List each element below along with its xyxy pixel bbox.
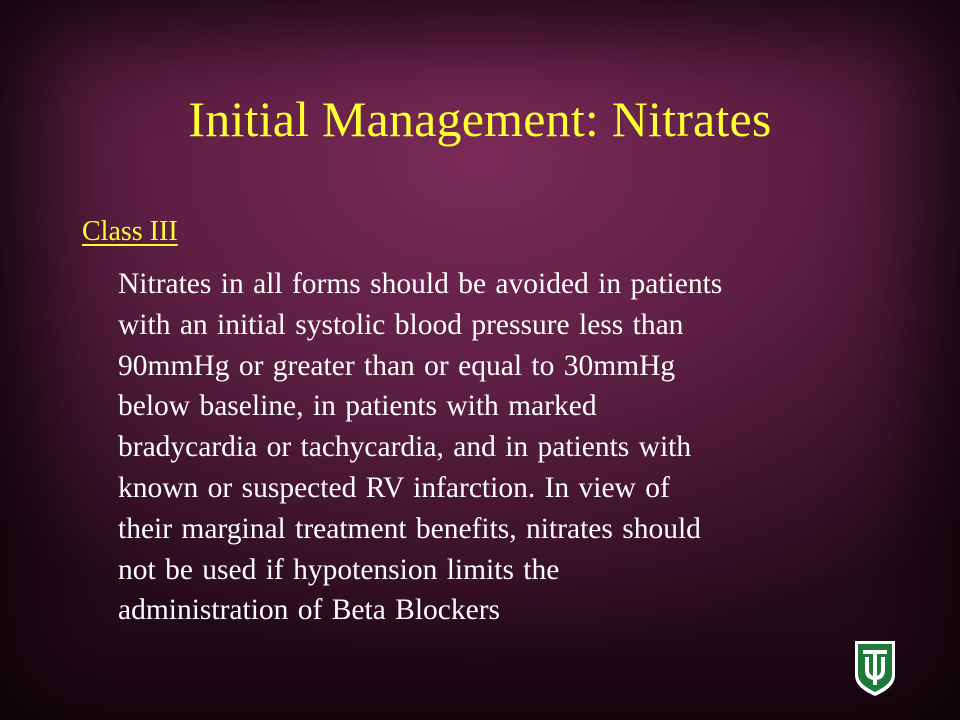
slide-body-text: Nitrates in all forms should be avoided in patients with an initial systolic blood pressure less than 90mmHg or greater than or equal to 30mmHg below baseline, in patients with marked bradycardia or tachycardia, and in patients with known or suspected RV infarction. In view of their marginal treatment benefits, nitrates should not be used if hypotension limits the administration of Beta Blockers xyxy=(118,268,723,627)
slide-title: Initial Management: Nitrates xyxy=(188,91,772,147)
class-heading: Class III xyxy=(82,216,178,247)
tulane-shield-icon xyxy=(853,639,897,697)
